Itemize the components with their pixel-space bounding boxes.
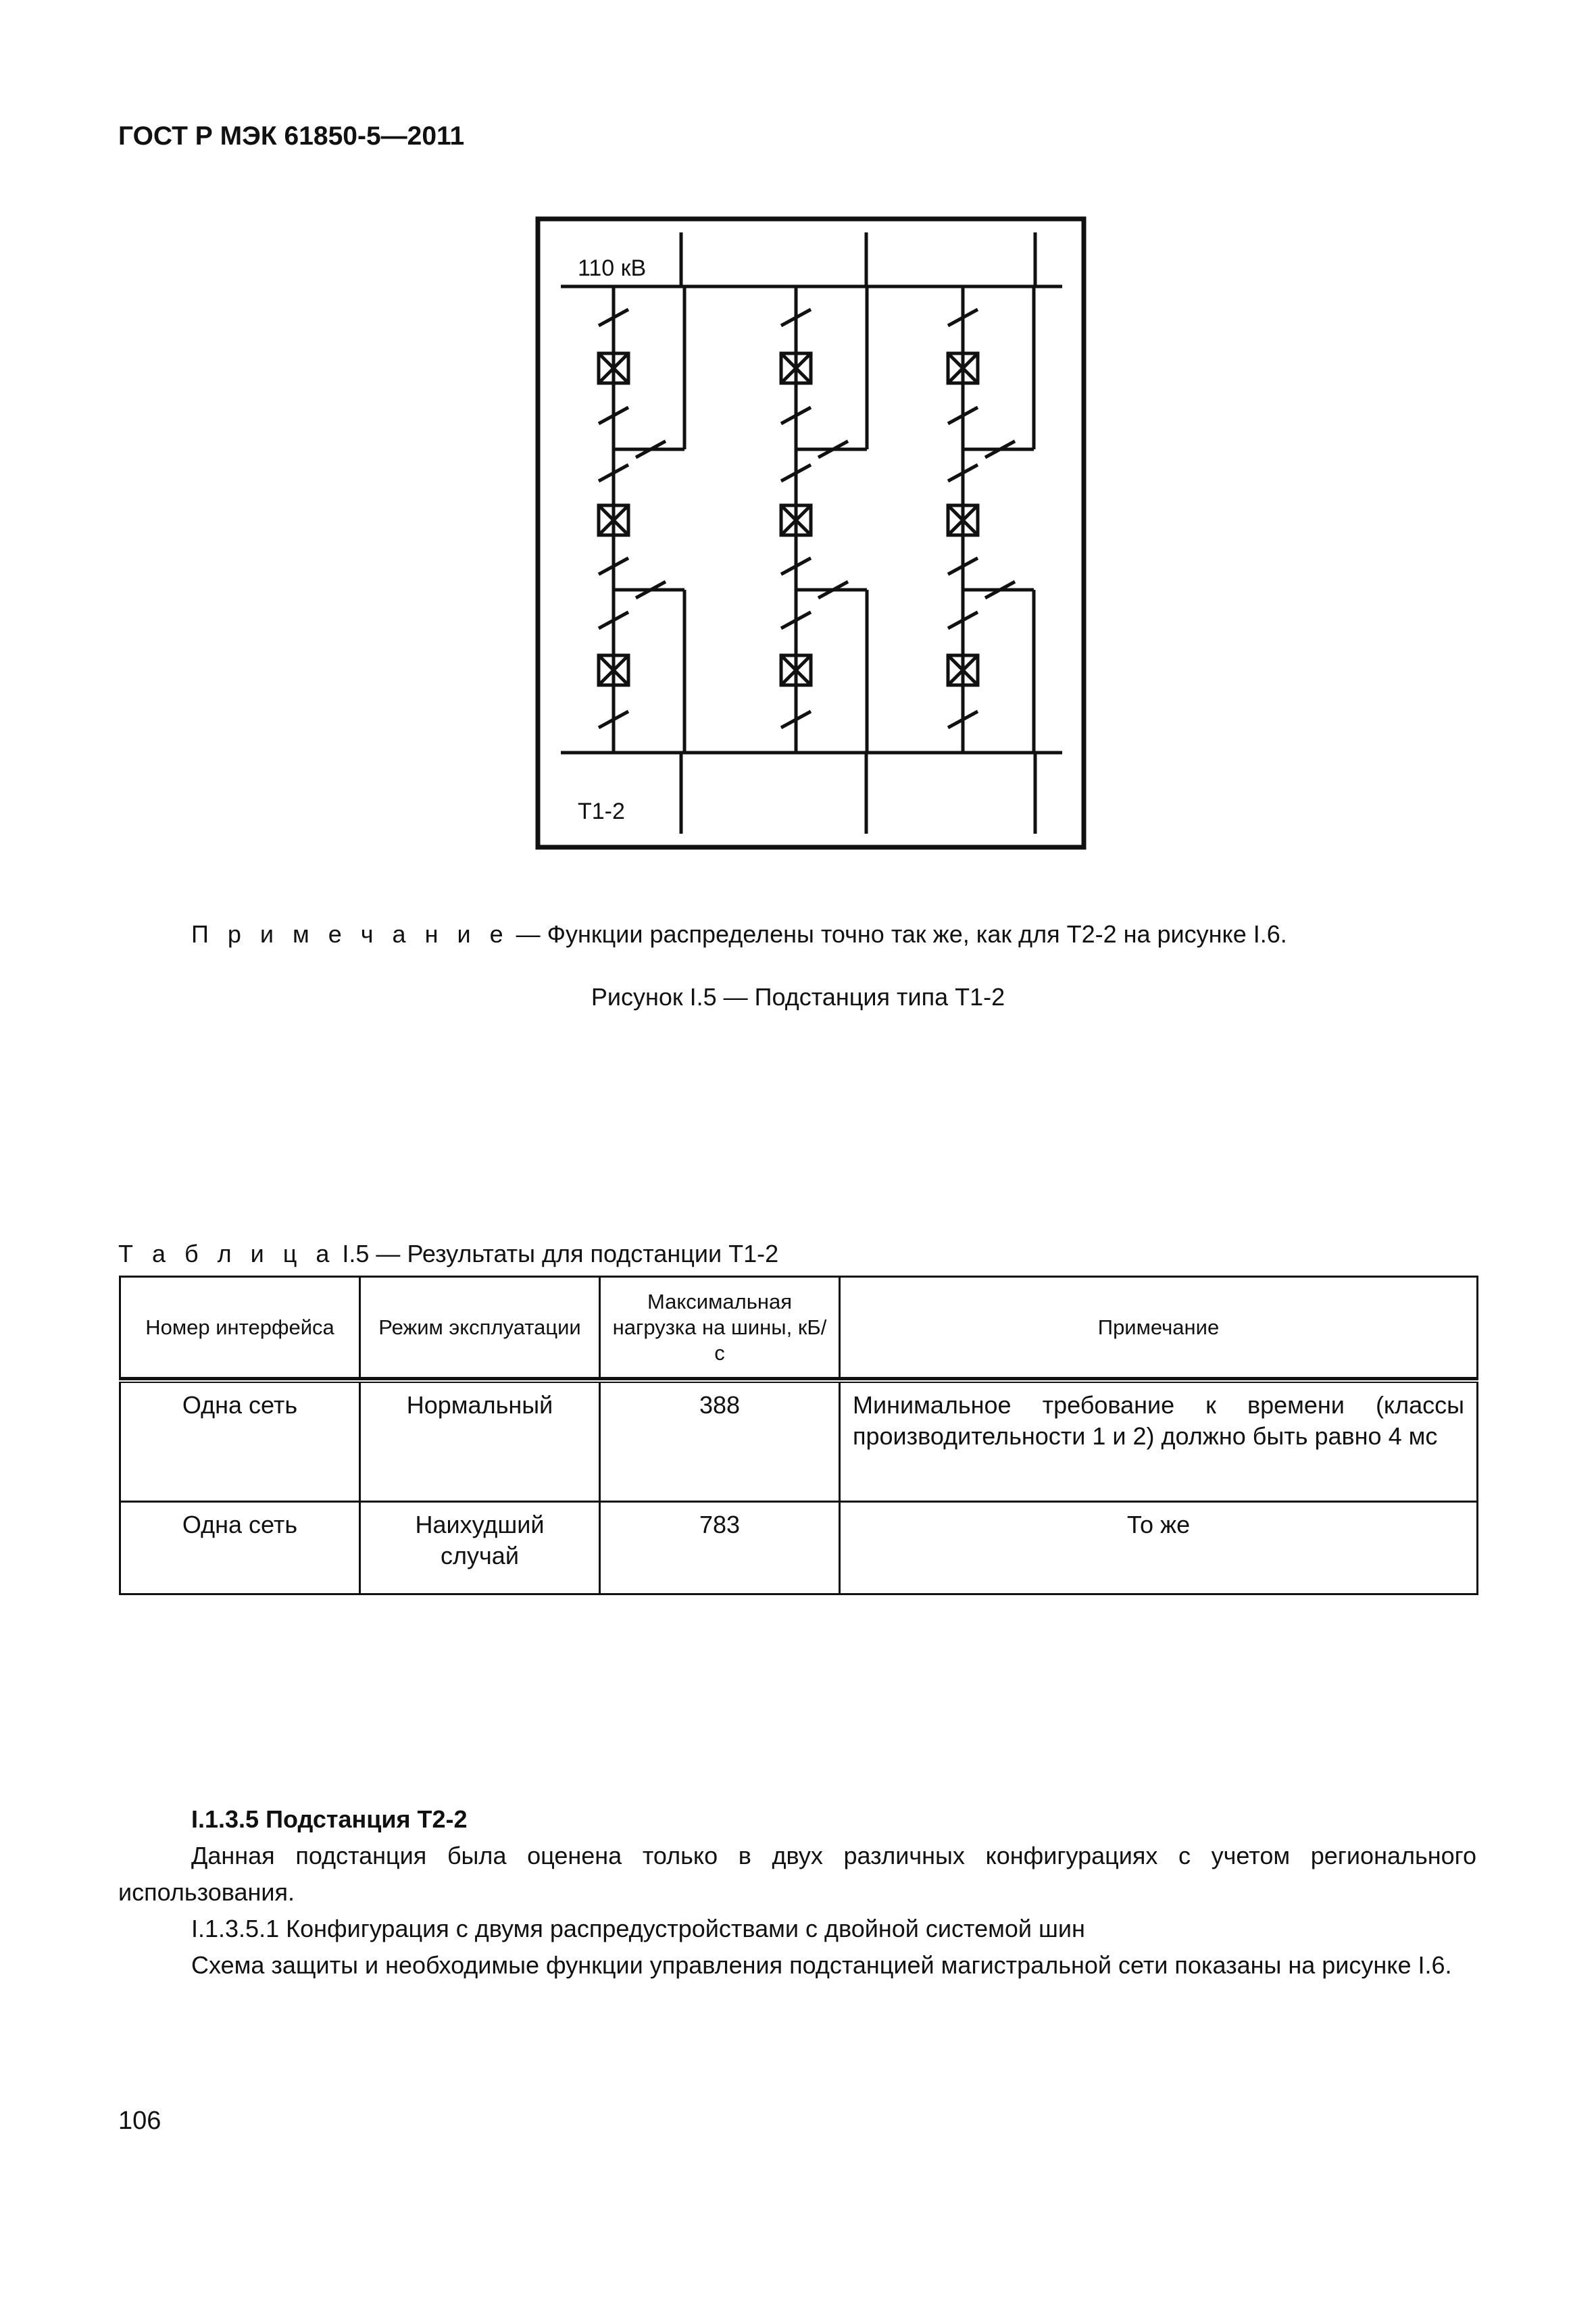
paragraph [118, 1838, 1476, 1911]
table-cell: Одна сеть [120, 1502, 360, 1594]
type-label: Т1-2 [578, 799, 625, 824]
header-cell: Режим эксплуатации [360, 1277, 600, 1378]
table-caption-prefix: Т а б л и ц а [118, 1240, 336, 1267]
paragraph [118, 1911, 1476, 1947]
table-cell: 388 [600, 1381, 840, 1502]
header-cell: Максимальная нагрузка на шины, кБ/с [600, 1277, 840, 1378]
note-text: — Функции распределены точно так же, как для Т2-2 на рисунке I.6. [509, 920, 1287, 948]
header-cell: Номер интерфейса [120, 1277, 360, 1378]
document-code: ГОСТ Р МЭК 61850-5—2011 [118, 122, 465, 151]
page-number: 106 [118, 2107, 161, 2135]
figure-caption: Рисунок I.5 — Подстанция типа Т1-2 [591, 983, 1005, 1011]
paragraph-text: Данная подстанция была оценена только в двух различных конфигурациях с учетом регионального использования. [118, 1842, 1476, 1906]
table-row [120, 1381, 1478, 1502]
paragraph-text: I.1.3.5.1 Конфигурация с двумя распредустройствами с двойной системой шин [191, 1915, 1085, 1942]
table-caption-text: I.5 — Результаты для подстанции Т1-2 [335, 1240, 779, 1267]
voltage-label: 110 кВ [578, 255, 647, 281]
paragraph [118, 1947, 1476, 1984]
substation-diagram [534, 216, 1088, 851]
table-cell: Нормальный [360, 1381, 600, 1502]
table-row [120, 1502, 1478, 1594]
figure-note [191, 920, 1287, 949]
table-cell: Одна сеть [120, 1381, 360, 1502]
table-header-row [120, 1277, 1478, 1378]
table-cell: Наихудший случай [360, 1502, 600, 1594]
section-title: I.1.3.5 Подстанция Т2-2 [191, 1805, 468, 1833]
table-cell: 783 [600, 1502, 840, 1594]
table-cell: То же [840, 1502, 1478, 1594]
paragraph-text: Схема защиты и необходимые функции управления подстанцией магистральной сети показаны на рисунке I.6. [191, 1951, 1452, 1979]
note-prefix: П р и м е ч а н и е [191, 920, 509, 948]
header-cell: Примечание [840, 1277, 1478, 1378]
results-table [119, 1276, 1478, 1595]
table-caption [118, 1240, 778, 1268]
table-cell: Минимальное требование к времени (классы производительности 1 и 2) должно быть равно 4 мс [840, 1381, 1478, 1502]
